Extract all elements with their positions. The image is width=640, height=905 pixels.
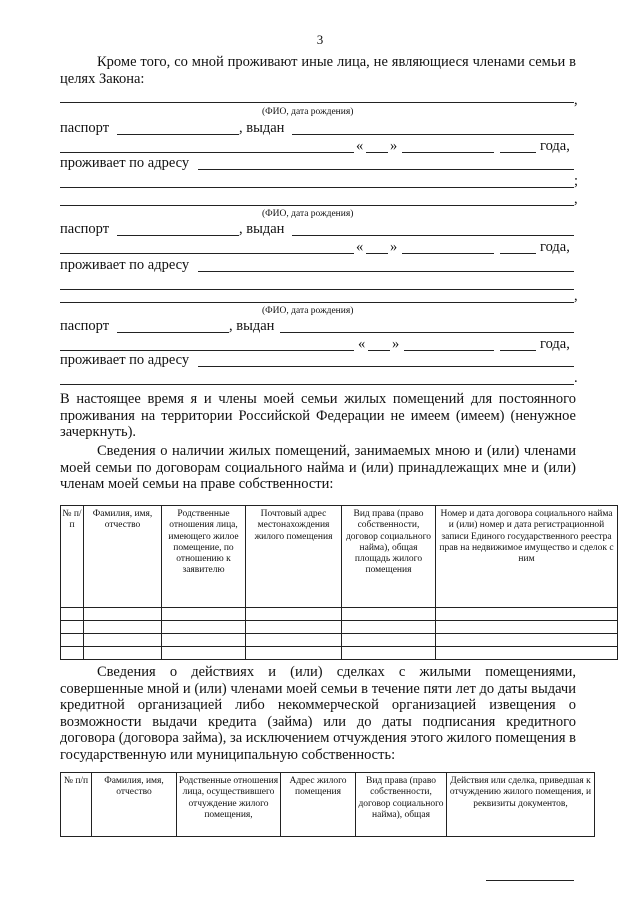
quote-open-2: « (356, 239, 364, 255)
issued-by-field-2b[interactable] (60, 253, 354, 254)
passport-label-2: паспорт (60, 221, 110, 237)
fio-field-1[interactable] (60, 102, 574, 103)
t1-header-address: Почтовый адрес местонахождения жилого помещения (246, 506, 342, 608)
year-field-3[interactable] (500, 350, 536, 351)
intro-paragraph (60, 54, 576, 87)
table-cell[interactable] (246, 647, 342, 660)
address-field-1a[interactable] (198, 169, 574, 170)
passport-label-1: паспорт (60, 120, 110, 136)
table-cell[interactable] (246, 608, 342, 621)
fio-caption-1: (ФИО, дата рождения) (262, 107, 354, 117)
issued-label-1: , выдан (239, 120, 285, 136)
table-cell[interactable] (162, 608, 246, 621)
housing-statement (60, 391, 576, 441)
passport-field-2[interactable] (117, 235, 239, 236)
table1-intro-text: Сведения о наличии жилых помещений, занимаемых мною и (или) членами моей семьи по договорам социального найма и (или) принадлежащих мне и (или) членам моей семьи на праве собственности: (60, 443, 576, 493)
fio-caption-3: (ФИО, дата рождения) (262, 306, 354, 316)
quote-open-3: « (358, 336, 366, 352)
table-cell[interactable] (246, 621, 342, 634)
table-cell[interactable] (84, 621, 162, 634)
year-field-2[interactable] (500, 253, 536, 254)
quote-open-1: « (356, 138, 364, 154)
address-field-2c[interactable] (60, 302, 574, 303)
table-cell[interactable] (84, 647, 162, 660)
issued-label-3: , выдан (229, 318, 275, 334)
month-field-3[interactable] (404, 350, 494, 351)
month-field-2[interactable] (402, 253, 494, 254)
passport-label-3: паспорт (60, 318, 110, 334)
t2-header-action: Действия или сделка, приведшая к отчуждению жилого помещения, и реквизиты документов, (447, 773, 595, 837)
passport-field-1[interactable] (117, 134, 239, 135)
quote-close-3: » (392, 336, 400, 352)
fio-caption-2: (ФИО, дата рождения) (262, 209, 354, 219)
housing-table (60, 505, 618, 660)
passport-field-3[interactable] (117, 332, 229, 333)
address-field-2a[interactable] (198, 271, 574, 272)
table-cell[interactable] (246, 634, 342, 647)
t1-header-num: № п/п (61, 506, 84, 608)
transactions-table (60, 772, 595, 837)
page-number: 3 (316, 32, 324, 47)
comma-1: , (574, 92, 578, 108)
table1-intro (60, 443, 576, 493)
table-cell[interactable] (162, 634, 246, 647)
table-cell[interactable] (436, 608, 618, 621)
month-field-1[interactable] (402, 152, 494, 153)
address-field-3a[interactable] (198, 366, 574, 367)
table-cell[interactable] (342, 621, 436, 634)
period-1: . (574, 370, 578, 386)
issued-label-2: , выдан (239, 221, 285, 237)
table-cell[interactable] (342, 608, 436, 621)
table-cell[interactable] (436, 621, 618, 634)
t1-header-contract: Номер и дата договора социального найма и (или) номер и дата регистрационной записи Единого государственного реестра прав на недвижимое имущество и сделок с ним (436, 506, 618, 608)
address-label-1: проживает по адресу (60, 155, 190, 171)
housing-statement-text: В настоящее время я и члены моей семьи жилых помещений для постоянного проживания на территории Российской Федерации не имеем (имеем) (ненужное зачеркнуть). (60, 391, 576, 441)
t1-header-name: Фамилия, имя, отчество (84, 506, 162, 608)
semicolon-1: ; (574, 173, 579, 189)
comma-2: , (574, 191, 578, 207)
issued-by-field-2[interactable] (292, 235, 574, 236)
table2-intro-text: Сведения о действиях и (или) сделках с жилыми помещениями, совершенные мной и (или) членами моей семьи в течение пяти лет до даты выдачи кредитной организацией либо некоммерческой организацией извещения о возможности выдачи кредита (займа) или до даты подписания кредитного договора (договора займа), за исключением отчуждения этого жилого помещения в государственную или муниципальную собственность: (60, 664, 576, 763)
t1-header-right-type: Вид права (право собственности, договор социального найма), общая площадь жилого помещения (342, 506, 436, 608)
table-cell[interactable] (84, 608, 162, 621)
address-label-2: проживает по адресу (60, 257, 190, 273)
table-row (61, 634, 618, 647)
address-label-3: проживает по адресу (60, 352, 190, 368)
table-cell[interactable] (162, 647, 246, 660)
table-cell[interactable] (436, 634, 618, 647)
table-cell[interactable] (342, 634, 436, 647)
table-cell[interactable] (84, 634, 162, 647)
quote-close-1: » (390, 138, 398, 154)
table-cell[interactable] (61, 621, 84, 634)
issued-by-field-3b[interactable] (60, 350, 354, 351)
t1-header-relation: Родственные отношения лица, имеющего жилое помещение, по отношению к заявителю (162, 506, 246, 608)
year-label-1: года, (540, 138, 570, 154)
quote-close-2: » (390, 239, 398, 255)
table-row (61, 621, 618, 634)
year-label-3: года, (540, 336, 570, 352)
t2-header-right-type: Вид права (право собственности, договор социального найма), общая (356, 773, 447, 837)
intro-text: Кроме того, со мной проживают иные лица, не являющиеся членами семьи в целях Закона: (60, 54, 576, 87)
table2-intro (60, 664, 576, 764)
table-cell[interactable] (61, 647, 84, 660)
table-cell[interactable] (61, 608, 84, 621)
year-field-1[interactable] (500, 152, 536, 153)
table-cell[interactable] (342, 647, 436, 660)
address-field-1c[interactable] (60, 205, 574, 206)
day-field-2[interactable] (366, 253, 388, 254)
table-cell[interactable] (162, 621, 246, 634)
issued-by-field-3[interactable] (280, 332, 574, 333)
t2-header-address: Адрес жилого помещения (281, 773, 356, 837)
address-field-1b[interactable] (60, 187, 574, 188)
day-field-3[interactable] (368, 350, 390, 351)
t2-header-relation: Родственные отношения лица, осуществившего отчуждение жилого помещения, (177, 773, 281, 837)
table-cell[interactable] (61, 634, 84, 647)
day-field-1[interactable] (366, 152, 388, 153)
address-field-3b[interactable] (60, 384, 574, 385)
comma-3: , (574, 288, 578, 304)
footer-divider (486, 880, 574, 881)
address-field-2b[interactable] (60, 289, 574, 290)
t2-header-name: Фамилия, имя, отчество (92, 773, 177, 837)
table-cell[interactable] (436, 647, 618, 660)
year-label-2: года, (540, 239, 570, 255)
table-row (61, 647, 618, 660)
issued-by-field-1[interactable] (292, 134, 574, 135)
t2-header-num: № п/п (61, 773, 92, 837)
table-row (61, 608, 618, 621)
issued-by-field-1b[interactable] (60, 152, 354, 153)
